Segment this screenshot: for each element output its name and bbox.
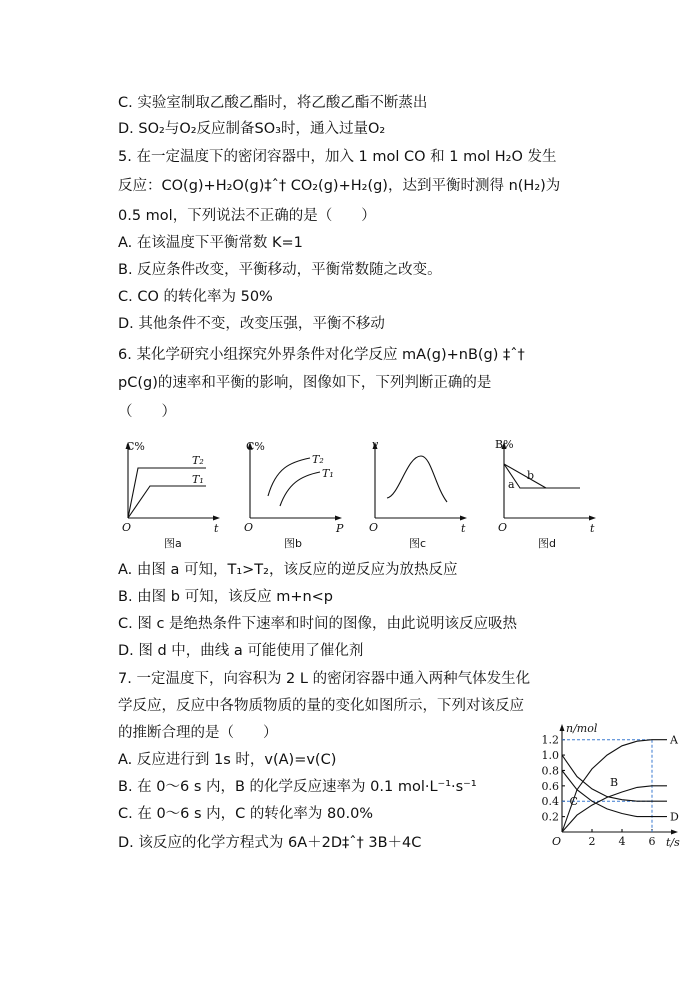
q6-option-d: D. 图 d 中，曲线 a 可能使用了催化剂: [118, 643, 364, 659]
q5-stem-line1: 5. 在一定温度下的密闭容器中，加入 1 mol CO 和 1 mol H₂O 发生: [118, 149, 557, 165]
fig-d-caption: 图d: [538, 537, 556, 550]
fig-d-curve-a-label: a: [508, 478, 515, 491]
fig-b-curve2-label: T₁: [322, 467, 334, 480]
fig-b-caption: 图b: [284, 537, 302, 550]
fig-a-ylabel: C%: [126, 440, 145, 453]
q7-chart: [538, 722, 686, 854]
y-tick-label: 1.0: [541, 749, 559, 763]
x-tick-label: 6: [648, 835, 656, 848]
q7-option-c: C. 在 0～6 s 内，C 的转化率为 80.0%: [118, 806, 374, 822]
series-B-label: B: [610, 775, 619, 789]
y-tick-label: 0.6: [541, 779, 559, 793]
fig-c-caption: 图c: [409, 537, 427, 550]
figure-d: [494, 436, 604, 558]
fig-a-xlabel: t: [214, 522, 219, 535]
fig-d-origin: O: [498, 521, 508, 534]
fig-c-xlabel: t: [461, 522, 466, 535]
y-tick-label: 0.2: [541, 810, 559, 824]
option-d-prev: D. SO₂与O₂反应制备SO₃时，通入过量O₂: [118, 121, 386, 137]
fig-b-ylabel: C%: [246, 440, 265, 453]
q5-option-a: A. 在该温度下平衡常数 K=1: [118, 235, 303, 251]
fig-a-curve1-label: T₂: [192, 454, 204, 467]
series-D-label: D: [670, 810, 679, 824]
fig-b-origin: O: [244, 521, 254, 534]
q5-stem-line2: 反应：CO(g)+H₂O(g)‡ˆ† CO₂(g)+H₂(g)，达到平衡时测得 n(H₂)为: [118, 178, 561, 194]
q7-ylabel: n/mol: [566, 722, 598, 735]
series-A-label: A: [670, 733, 678, 747]
fig-c-ylabel: v: [372, 438, 379, 451]
q7-stem-line2: 学反应，反应中各物质物质的量的变化如图所示，下列对该反应: [118, 698, 524, 714]
y-tick-label: 1.2: [541, 733, 559, 747]
fig-a-caption: 图a: [164, 537, 182, 550]
q6-option-c: C. 图 c 是绝热条件下速率和时间的图像，由此说明该反应吸热: [118, 616, 518, 632]
q6-stem-line2: pC(g)的速率和平衡的影响，图像如下，下列判断正确的是: [118, 375, 492, 391]
q5-option-c: C. CO 的转化率为 50%: [118, 289, 273, 305]
q7-option-d: D. 该反应的化学方程式为 6A＋2D‡ˆ† 3B＋4C: [118, 835, 422, 851]
q7-stem-line3: 的推断合理的是（ ）: [118, 725, 278, 741]
fig-c-origin: O: [369, 521, 379, 534]
y-tick-label: 0.4: [541, 795, 559, 809]
fig-b-curve1-label: T₂: [312, 453, 324, 466]
q6-stem-line3: （ ）: [118, 404, 176, 420]
q7-xlabel: t/s: [666, 836, 680, 849]
x-tick-label: 2: [588, 835, 596, 848]
y-tick-label: 0.8: [541, 764, 559, 778]
figure-a: [118, 436, 228, 558]
q7-option-a: A. 反应进行到 1s 时，v(A)=v(C): [118, 752, 337, 768]
series-B-line: [562, 786, 667, 832]
figure-c: [365, 436, 475, 558]
option-c-prev: C. 实验室制取乙酸乙酯时，将乙酸乙酯不断蒸出: [118, 95, 428, 111]
figure-b: [240, 436, 350, 558]
fig-b-xlabel: P: [336, 522, 344, 535]
fig-d-ylabel: B%: [495, 438, 514, 451]
fig-d-xlabel: t: [590, 522, 595, 535]
q5-option-d: D. 其他条件不变，改变压强，平衡不移动: [118, 316, 385, 332]
q7-stem-line1: 7. 一定温度下，向容积为 2 L 的密闭容器中通入两种气体发生化: [118, 671, 531, 687]
q6-option-b: B. 由图 b 可知，该反应 m+n<p: [118, 589, 334, 605]
q5-option-b: B. 反应条件改变，平衡移动，平衡常数随之改变。: [118, 262, 442, 278]
fig-d-curve-b-label: b: [527, 469, 535, 482]
fig-a-origin: O: [122, 521, 132, 534]
q6-stem-line1: 6. 某化学研究小组探究外界条件对化学反应 mA(g)+nB(g) ‡ˆ†: [118, 347, 525, 363]
fig-a-curve2-label: T₁: [192, 473, 204, 486]
q6-option-a: A. 由图 a 可知，T₁>T₂，该反应的逆反应为放热反应: [118, 562, 458, 578]
series-C-label: C: [569, 795, 578, 809]
origin-label: O: [552, 835, 562, 848]
q7-option-b: B. 在 0～6 s 内，B 的化学反应速率为 0.1 mol·L⁻¹·s⁻¹: [118, 779, 477, 795]
q5-stem-line3: 0.5 mol，下列说法不正确的是（ ）: [118, 208, 376, 224]
x-tick-label: 4: [618, 835, 626, 848]
